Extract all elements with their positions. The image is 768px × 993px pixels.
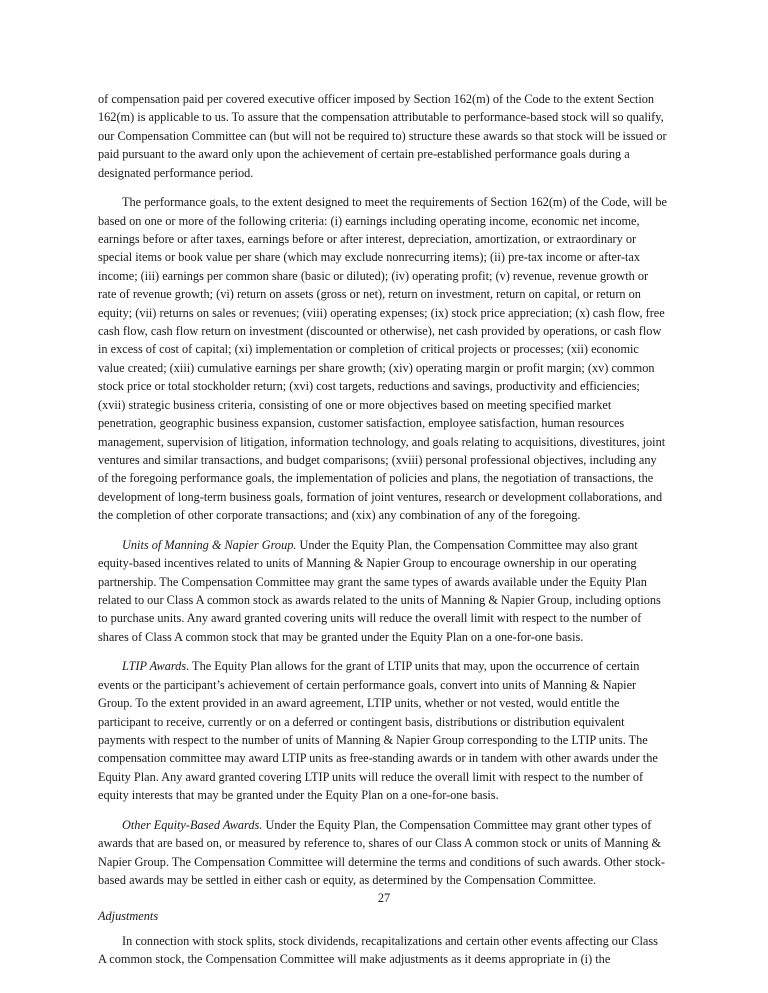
paragraph-adjustments: In connection with stock splits, stock dividends, recapitalizations and certain other events affecting our Class A common stock, the Compensation Committee will make adjustments as it deems appropriate in (i) the — [98, 933, 658, 967]
document-page — [98, 90, 668, 969]
page-number: 27 — [377, 891, 391, 905]
paragraph-ltip-awards — [98, 657, 668, 804]
run-in-heading-units: Units of Manning & Napier Group. — [122, 537, 297, 552]
paragraph-other-equity-awards — [98, 816, 668, 890]
paragraph-performance-goals: The performance goals, to the extent designed to meet the requirements of Section 162(m) of the Code, will be based on one or more of the following criteria: (i) earnings including operating income, economic net income, earnings before or after taxes, earnings before or after interest, depreciation, amortization, or extraordinary or special items or book value per share (which may exclude nonrecurring items); (ii) pre-tax income or after-tax income; (iii) earnings per common share (basic or diluted); (iv) operating profit; (v) revenue, revenue growth or rate of revenue growth; (vi) return on assets (gross or net), return on investment, return on capital, or return on equity; (vii) returns on sales or revenues; (viii) operating expenses; (ix) stock price appreciation; (x) cash flow, free cash flow, cash flow return on investment (discounted or otherwise), net cash provided by operations, or cash flow in excess of cost of capital; (xi) implementation or completion of critical projects or processes; (xii) economic value created; (xiii) cumulative earnings per share growth; (xiv) operating margin or profit margin; (xv) common stock price or total stockholder return; (xvi) cost targets, reductions and savings, productivity and efficiencies; (xvii) strategic business criteria, consisting of one or more objectives based on meeting specified market penetration, geographic business expansion, customer satisfaction, employee satisfaction, human resources management, supervision of litigation, information technology, and goals relating to acquisitions, divestitures, joint ventures and similar transactions, and budget comparisons; (xviii) personal professional objectives, including any of the foregoing performance goals, the implementation of policies and plans, the negotiation of transactions, the development of long-term business goals, formation of joint ventures, research or development collaborations, and the completion of other corporate transactions; and (xix) any combination of any of the foregoing. — [98, 195, 667, 523]
run-in-heading-other-equity: Other Equity-Based Awards. — [122, 817, 263, 832]
paragraph-162m-continuation: of compensation paid per covered executive officer imposed by Section 162(m) of the Code to the extent Section 162(m) is applicable to us. To assure that the compensation attributable to performance-based stock will so qualify, our Compensation Committee can (but will not be required to) structure these awards so that stock will be issued or paid pursuant to the award only upon the achievement of certain pre-established performance goals during a designated performance period. — [98, 92, 667, 180]
run-in-heading-ltip: LTIP Awards — [122, 659, 187, 674]
paragraph-body: Under the Equity Plan, the Compensation Committee may also grant equity-based incentives related to units of Manning & Napier Group to encourage ownership in our operating partnership. The Compensation Committee may grant the same types of awards available under the Equity Plan related to our Class A common stock as awards related to the units of Manning & Napier Group, including options to purchase units. Any award granted covering units will reduce the overall limit with respect to the number of shares of Class A common stock that may be granted under the Equity Plan on a one-for-one basis. — [98, 537, 661, 644]
paragraph-body: . The Equity Plan allows for the grant of LTIP units that may, upon the occurrence of certain events or the participant’s achievement of certain performance goals, convert into units of Manning & Napier Group. To the extent provided in an award agreement, LTIP units, whether or not vested, would entitle the participant to receive, currently or on a deferred or contingent basis, distributions or distribution equivalent payments with respect to the number of units of Manning & Napier Group corresponding to the LTIP units. The compensation committee may award LTIP units as free-standing awards or in tandem with other awards under the Equity Plan. Any award granted covering LTIP units will reduce the overall limit with respect to the number of equity interests that may be granted under the Equity Plan on a one-for-one basis. — [98, 659, 658, 803]
paragraph-units-of-manning-napier — [98, 536, 668, 646]
paragraph-body: Under the Equity Plan, the Compensation Committee may grant other types of awards that are based on, or measured by reference to, shares of our Class A common stock or units of Manning & Napier Group. The Compensation Committee will determine the terms and conditions of such awards. Other stock-based awards may be settled in either cash or equity, as determined by the Compensation Committee. — [98, 817, 666, 887]
section-heading-adjustments: Adjustments — [98, 909, 159, 924]
